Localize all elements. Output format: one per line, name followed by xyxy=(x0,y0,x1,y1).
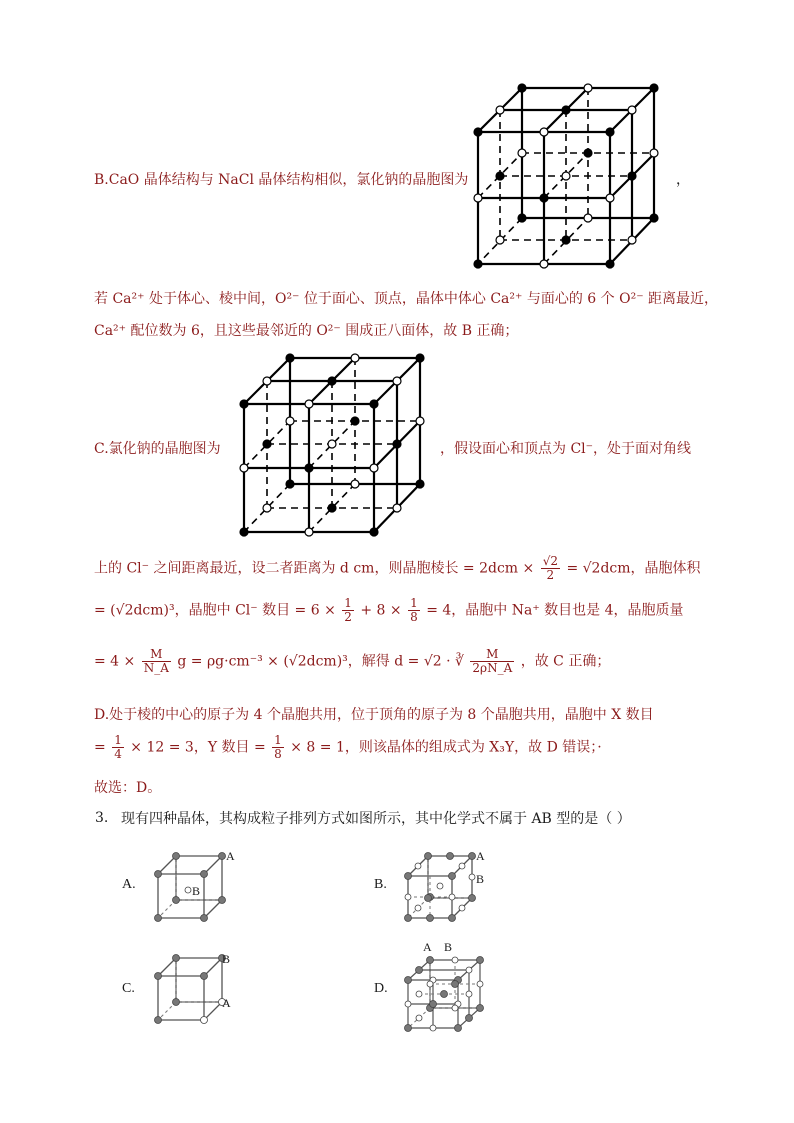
fraction-sqrt2-over-2: $\frac{√2}{2}$ xyxy=(542,554,558,582)
option-c-line-4a: = 4 × xyxy=(94,653,136,670)
option-b-line-1: B.CaO 晶体结构与 NaCl 晶体结构相似，氯化钠的晶胞图为 xyxy=(94,172,469,188)
option-c-line-2b: = √2dcm，晶胞体积 xyxy=(566,560,701,577)
option-d-line-2a: = xyxy=(94,739,106,756)
option-c-line-1a: C.氯化钠的晶胞图为 xyxy=(94,441,221,457)
option-b-tag-b: B xyxy=(476,872,485,886)
option-a-label: A. xyxy=(122,877,136,892)
option-c-line-3c: = 4，晶胞中 Na⁺ 数目也是 4，晶胞质量 xyxy=(426,602,684,619)
option-c-line-3b: + 8 × xyxy=(360,602,402,619)
option-c-tag-b: B xyxy=(222,952,231,966)
option-c-line-2 xyxy=(94,555,701,582)
option-b-line-2: 若 Ca²⁺ 处于体心、棱中间，O²⁻ 位于面心、顶点，晶体中体心 Ca²⁺ 与面心的 6 个 O²⁻ 距离最近， xyxy=(94,291,719,307)
option-c-line-4 xyxy=(94,648,610,675)
option-d-crystal-figure xyxy=(400,946,500,1036)
option-d-line-2c: × 8 = 1，则该晶体的组成式为 X₃Y，故 D 错误；· xyxy=(290,739,602,756)
fraction-1-over-2: $\frac{1}{2}$ xyxy=(344,596,352,624)
comma: ， xyxy=(676,172,690,188)
option-c-line-4c: ，故 C 正确； xyxy=(520,653,611,670)
fraction-1-over-8: $\frac{1}{8}$ xyxy=(410,596,418,624)
fraction-m-over-na: $\frac{M}{N\_A}$ xyxy=(143,647,169,675)
option-a-tag-a: A xyxy=(226,849,235,863)
fraction-1-over-4: $\frac{1}{4}$ xyxy=(114,733,122,761)
option-c-line-3a: = (√2dcm)³，晶胞中 Cl⁻ 数目 = 6 × xyxy=(94,602,336,619)
option-b-tag-a: A xyxy=(476,849,485,863)
option-b-line-3: Ca²⁺ 配位数为 6，且这些最邻近的 O²⁻ 围成正八面体，故 B 正确； xyxy=(94,323,519,339)
question-3-number: 3. xyxy=(95,810,109,826)
option-c-tag-a: A xyxy=(222,996,231,1010)
option-c-line-1b: ，假设面心和顶点为 Cl⁻，处于面对角线 xyxy=(440,441,692,457)
option-c-line-4b: g = ρg·cm⁻³ × (√2dcm)³，解得 d = √2 · ∛ xyxy=(177,653,464,670)
option-d-line-2b: × 12 = 3，Y 数目 = xyxy=(130,739,266,756)
fraction-1-over-8-b: $\frac{1}{8}$ xyxy=(274,733,282,761)
option-d-line-2 xyxy=(94,734,602,761)
nacl-unit-cell-figure-1 xyxy=(470,80,670,280)
option-b-crystal-figure xyxy=(400,848,500,928)
nacl-unit-cell-figure-2 xyxy=(238,352,438,552)
option-c-line-2a: 上的 Cl⁻ 之间距离最近，设二者距离为 d cm，则晶胞棱长 = 2dcm × xyxy=(94,560,535,577)
fraction-m-over-2rhona: $\frac{M}{2\rho N\_A}$ xyxy=(472,647,513,675)
option-d-tag-b: B xyxy=(444,940,453,954)
option-d-label: D. xyxy=(374,981,388,996)
answer-line: 故选：D。 xyxy=(94,780,162,796)
option-d-tag-a: A xyxy=(423,940,432,954)
option-d-line-1: D.处于棱的中心的原子为 4 个晶胞共用，位于顶角的原子为 8 个晶胞共用，晶胞中 X 数目 xyxy=(94,707,654,723)
option-b-label: B. xyxy=(374,877,387,892)
option-a-tag-b: B xyxy=(192,884,201,898)
option-c-label: C. xyxy=(122,981,135,996)
question-3-text: 现有四种晶体，其构成粒子排列方式如图所示，其中化学式不属于 AB 型的是（ ） xyxy=(121,811,631,827)
option-c-line-3 xyxy=(94,597,684,624)
